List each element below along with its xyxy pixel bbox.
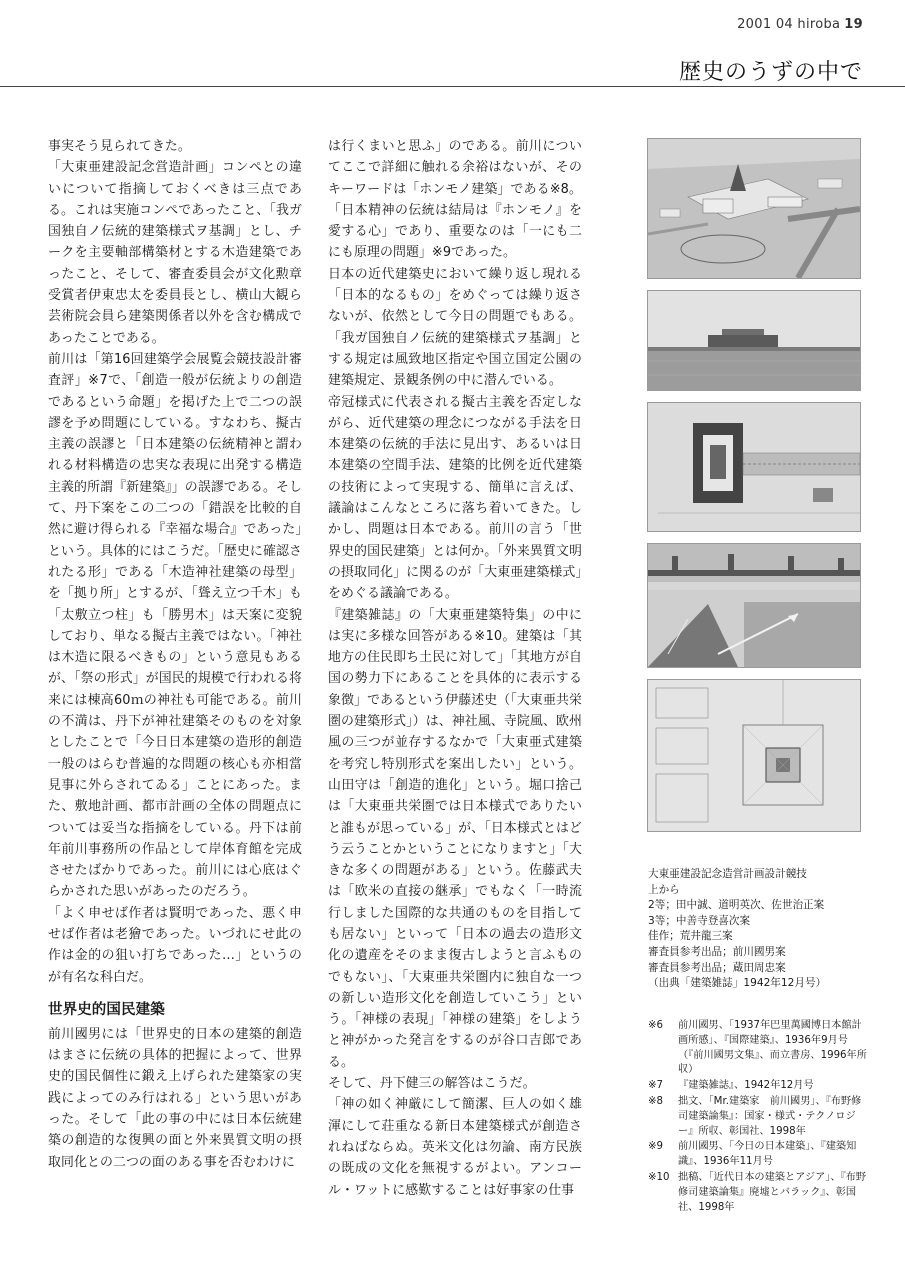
figure-plan [647,679,861,832]
footnote-text: 拙文、「Mr.建築家 前川國男」、『布野修司建築論集』：国家・様式・テクノロジー』所収、彰国社、1998年 [678,1095,862,1137]
issue-label: 2001 04 hiroba [737,17,841,32]
text-column-2 [328,136,582,1201]
caption-line: 審査員参考出品；蔵田周忠案 [648,961,786,974]
footnote [648,1095,870,1139]
footnote-label: ※9 [648,1141,664,1153]
caption-line: （出典「建築雑誌」1942年12月号） [648,977,827,990]
caption-line: 審査員参考出品；前川國男案 [648,945,786,958]
footnote-label: ※10 [648,1171,670,1183]
paragraph: 「神の如く神厳にして簡潔、巨人の如く雄渾にして荘重なる新日本建築様式が創造されねばならぬ。英米文化は勿論、南方民族の既成の文化を無視するがよい。アンコール・ワットに感歎することは好事家の仕事 [328,1097,582,1198]
caption-line: 上から [648,883,680,896]
figure-caption [648,867,868,992]
figure-elevation [647,290,861,391]
long-elevation-drawing [648,544,860,667]
aerial-perspective-drawing [648,139,860,278]
header-divider [0,86,905,87]
page-header [0,0,905,92]
paragraph: 「大東亜建設記念営造計画」コンペとの違いについて指摘しておくべきは三点である。これは実施コンペであったこと、「我ガ国独自ノ伝統的建築様式ヲ基調」とし、チークを主要軸部構築材とする木造建築であったこと、そして、審査委員会が文化勲章受賞者伊東忠太を委員長とし、横山大観ら芸術院会員ら建築関係者以外を含む構成であったことである。 [48,160,302,346]
section-heading: 世界史的国民建築 [48,1001,165,1018]
site-plan-drawing [648,403,860,531]
figure-aerial-perspective [647,138,861,279]
caption-line: 2等；田中誠、道明英次、佐世治正案 [648,899,825,912]
footnote-label: ※8 [648,1095,664,1107]
footnote [648,1079,870,1094]
issue-info [737,17,863,32]
figure-long-elevation-and-map [647,543,861,668]
paragraph: 日本の近代建築史において繰り返し現れる「日本的なるもの」をめぐっては繰り返さないが、依然として今日の問題でもある。「我ガ国独自ノ伝統的建築様式ヲ基調」とする規定は風致地区指定や国立国定公園の建築規定、景観条例の中に潜んでいる。 [328,266,582,389]
paragraph: 『建築雑誌』の「大東亜建築特集」の中には実に多様な回答がある※10。建築は「其地方の住民即ち土民に対して」「其地方が自国の勢力下にあることを具体的に表示する象徴」であるという伊藤述史（「大東亜共栄圏の建築形式」）は、神社風、寺院風、欧州風の三つが並存するなかで「大東亜式建築を考究し特別形式を案出したい」という。山田守は「創造的進化」という。堀口捨己は「大東亜共栄圏では日本様式でありたいと誰もが思っている」が、「日本様式とはどう云うことかということになりますと」「大きな多くの問題がある」という。佐藤武夫は「欧米の直接の継承」でもなく「一時流行しました国際的な共通のものを目指しても居ない」といって「日本の過去の造形文化の遺産をそのまま復古しようと言ふものでもない」、「大東亜共栄圏内に独自な一つの新しい造形文化を創造していこう」という。「神様の表現」「神様の建築」をしようと神がかった発言をするのが谷口吉郎である。 [328,607,582,1070]
footnote-text: 前川國男、「今日の日本建築」、『建築知識』、1936年11月号 [678,1141,857,1168]
footnote-label: ※7 [648,1080,664,1092]
paragraph: 前川國男には「世界史的日本の建築的創造はまさに伝統の具体的把握によって、世界史的国民個性に鍛え上げられた建築家の実践によってのみ行はれる」という思いがあった。そして「此の事の中には日本伝統建築の創造的な復興の面と外来異質文明の摂取同化との二つの面のある事を否むわけに [48,1026,302,1170]
caption-line: 大東亜建設記念造営計画設計競技 [648,868,807,880]
paragraph: は行くまいと思ふ」のである。前川についてここで詳細に触れる余裕はないが、そのキーワードは「ホンモノ建築」である※8。「日本精神の伝統は結局は『ホンモノ』を愛する心」であり、重要なのは「一にも二にも原理の問題」※9であった。 [328,139,582,261]
footnote [648,1171,870,1215]
paragraph: そして、丹下健三の解答はこうだ。 [328,1076,536,1092]
elevation-drawing [648,291,860,390]
footnote-text: 『建築雑誌』、1942年12月号 [678,1080,814,1092]
paragraph: 帝冠様式に代表される擬古主義を否定しながら、近代建築の理念につながる手法を日本建築の伝統的手法に見出す、あるいは日本建築の空間手法、建築的比例を近代建築の技術によって実現する、簡単に言えば、議論はこんなところに落ち着いてきた。しかし、問題は日本である。前川の言う「世界史的国民建築」とは何か。「外来異質文明の摂取同化」に関るのが「大東亜建築様式」をめぐる議論である。 [328,394,582,602]
text-column-1 [48,136,302,1173]
page-number: 19 [844,17,863,32]
paragraph: 「よく申せば作者は賢明であった、悪く申せば作者は老獪であった。いづれにせ此の作は金的の狙い打ちであった…」というのが有名な科白だ。 [48,905,302,985]
figure-site-plan [647,402,861,532]
footnotes [648,1019,870,1216]
page-title: 歴史のうずの中で [678,60,863,85]
caption-line: 佳作；荒井龍三案 [648,930,733,943]
footnote-label: ※6 [648,1020,664,1031]
paragraph: 前川は「第16回建築学会展覧会競技設計審査評」※7で、「創造一般が伝統よりの創造であるという命題」を掲げた上で二つの誤謬を予め問題にしている。すなわち、擬古主義の誤謬と「日本建築の伝統精神と謂われる材料構造の忠実な表現に出発する構造主義的所謂『新建築』」の誤謬である。そして、丹下案をこの二つの「錯誤を比較的自然に避け得られる『幸福な場合』であった」という。具体的にはこうだ。「歴史に確認されたる形」である「木造神社建築の母型」を「拠り所」とするが、「聳え立つ千木」も「太敷立つ柱」も「勝男木」は天案に変貌しており、単なる擬古主義ではない。「神社は木造に限るべきもの」という意見もあるが、「祭の形式」が国民的規模で行われる将来には棟高60ｍの神社も可能である。前川の不満は、丹下が神社建築そのものを対象としたことで「今日日本建築の造形的創造一般のはらむ普遍的な問題の核心も亦相當見事に外らされてゐる」ことにあった。また、敷地計画、都市計画の全体の問題点については妥当な指摘をしている。丹下は前年前川事務所の作品として岸体育館を完成させたばかりであった。前川には心底はぐらかされた思いがあったのだろう。 [48,351,302,900]
footnote [648,1140,870,1170]
caption-line: 3等；中善寺登喜次案 [648,914,751,927]
footnote-text: 拙稿、「近代日本の建築とアジア」、『布野修司建築論集』廃墟とバラック』、彰国社、1998年 [678,1171,867,1213]
figure-stack [647,138,861,843]
footnote-text: 前川國男、「1937年巴里萬國博日本館計画所感」、『国際建築』、1936年9月号（『前川國男文集』、而立書房、1996年所収） [678,1020,867,1076]
plan-drawing [648,680,860,831]
footnote [648,1019,870,1078]
paragraph: 事実そう見られてきた。 [48,139,191,154]
